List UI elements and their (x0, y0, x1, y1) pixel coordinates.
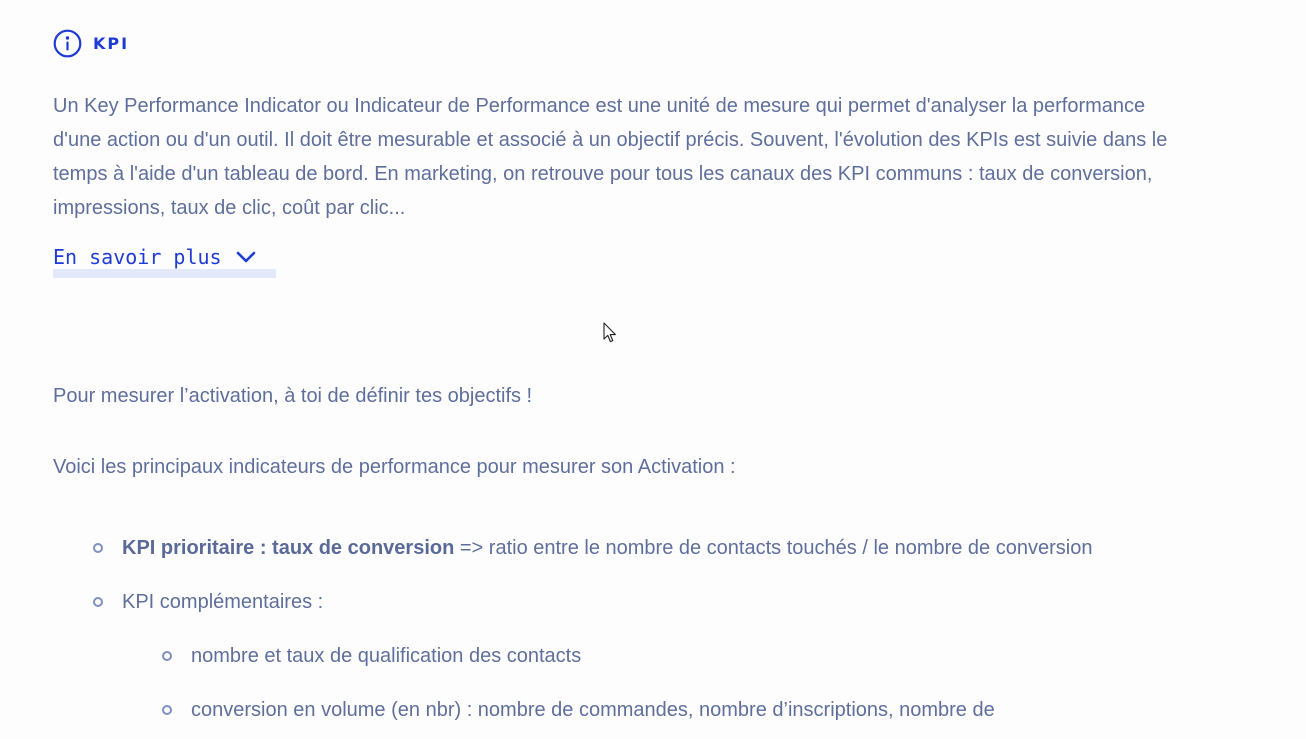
sub-list-item: nombre et taux de qualification des contacts (191, 645, 582, 667)
bullet-text: => ratio entre le nombre de contacts touchés / le nombre de conversion (454, 537, 1093, 559)
bullet-emphasis: KPI prioritaire : taux de conversion (122, 537, 455, 559)
info-icon (53, 29, 82, 58)
mouse-cursor-icon (603, 322, 617, 344)
sub-bullet-marker (162, 705, 172, 715)
list-item: KPI complémentaires : (122, 591, 324, 613)
sub-bullet-marker (162, 651, 172, 661)
kpi-header (53, 29, 129, 58)
intro-paragraph: Pour mesurer l’activation, à toi de définir tes objectifs ! (53, 385, 533, 407)
learn-more-label: En savoir plus (53, 245, 222, 269)
chevron-down-icon (236, 250, 256, 264)
section-title: KPI (93, 34, 130, 53)
bullet-marker (93, 597, 103, 607)
bullet-marker (93, 543, 103, 553)
sub-list-item: conversion en volume (en nbr) : nombre de commandes, nombre d’inscriptions, nombre de (191, 699, 995, 721)
list-item (122, 533, 1092, 563)
learn-more-button[interactable] (53, 244, 276, 278)
kpi-definition: Un Key Performance Indicator ou Indicateur de Performance est une unité de mesure qui permet d'analyser la performance d'une action ou d'un outil. Il doit être mesurable et associé à un objectif précis. Souvent, l'évolution des KPIs est suivie dans le temps à l'aide d'un tableau de bord. En marketing, on retrouve pour tous les canaux des KPI communs : taux de conversion, impressions, taux de clic, coût par clic... (53, 95, 1168, 219)
lead-paragraph: Voici les principaux indicateurs de performance pour mesurer son Activation : (53, 456, 736, 478)
